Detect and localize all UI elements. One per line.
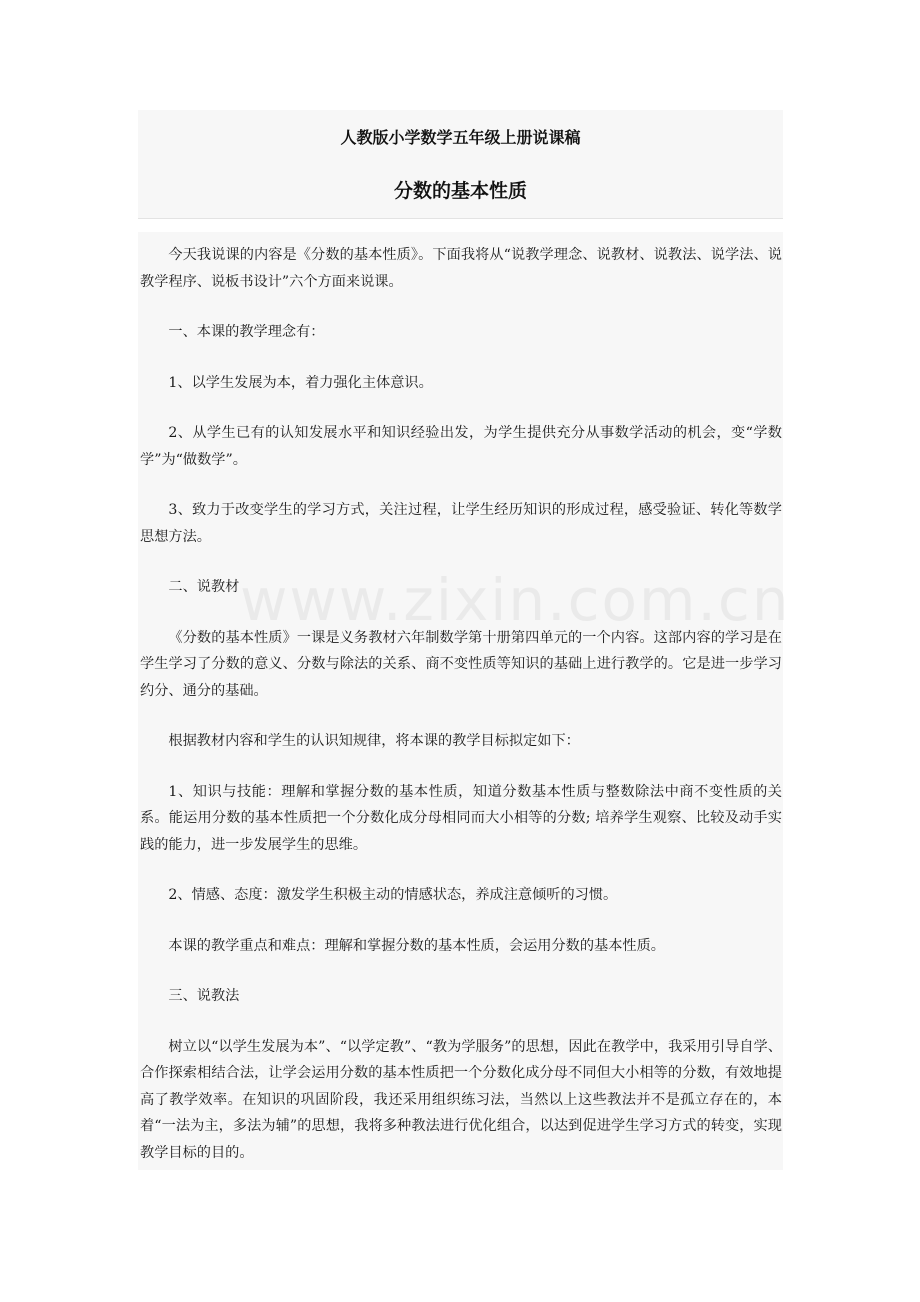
- section-heading-philosophy: 一、本课的教学理念有：: [168, 324, 325, 340]
- paragraph-philosophy-2: 2、从学生已有的认知发展水平和知识经验出发，为学生提供充分从事数学活动的机会，变“学数学”为“做数学”。: [140, 425, 782, 468]
- paragraph-key-points: 本课的教学重点和难点：理解和掌握分数的基本性质，会运用分数的基本性质。: [168, 937, 665, 954]
- paragraph-objective-2: 2、情感、态度：激发学生积极主动的情感状态，养成注意倾听的习惯。: [168, 887, 618, 903]
- paragraph-philosophy-1: 1、以学生发展为本，着力强化主体意识。: [168, 374, 433, 391]
- body-text: [140, 242, 782, 1190]
- paragraph-methods: 树立以“以学生发展为本”、“以学定教”、“教为学服务”的思想，因此在教学中，我采用引导自学、合作探索相结合法，让学会运用分数的基本性质把一个分数化成分母不同但大小相等的分数，有效地提高了教学效率。在知识的巩固阶段，我还采用组织练习法，当然以上这些教法并不是孤立存在的，本着“一法为主，多法为辅”的思想，我将多种教法进行优化组合，以达到促进学生学习方式的转变，实现教学目标的目的。: [140, 1038, 782, 1161]
- title-block: [138, 110, 783, 219]
- paragraph-objectives-intro: 根据教材内容和学生的认识知规律，将本课的教学目标拟定如下：: [168, 733, 580, 749]
- paragraph-objective-1: 1、知识与技能：理解和掌握分数的基本性质，知道分数基本性质与整数除法中商不变性质的关系。能运用分数的基本性质把一个分数化成分母相同而大小相等的分数; 培养学生观察、比较及动手实践的能力，进一步发展学生的思维。: [140, 783, 782, 853]
- section-heading-methods: 三、说教法: [168, 988, 240, 1004]
- section-heading-textbook: 二、说教材: [168, 579, 240, 595]
- paragraph-philosophy-3: 3、致力于改变学生的学习方式，关注过程，让学生经历知识的形成过程，感受验证、转化等数学思想方法。: [140, 502, 782, 545]
- content-block: [138, 232, 783, 1170]
- document-subtitle: 分数的基本性质: [393, 180, 527, 202]
- document-title: 人教版小学数学五年级上册说课稿: [340, 128, 581, 147]
- paragraph-intro: 今天我说课的内容是《分数的基本性质》。下面我将从“说教学理念、说教材、说教法、说学法、说教学程序、说板书设计”六个方面来说课。: [140, 247, 782, 290]
- paragraph-textbook-intro: 《分数的基本性质》一课是义务教材六年制数学第十册第四单元的一个内容。这部内容的学习是在学生学习了分数的意义、分数与除法的关系、商不变性质等知识的基础上进行教学的。它是进一步学习约分、通分的基础。: [140, 629, 782, 699]
